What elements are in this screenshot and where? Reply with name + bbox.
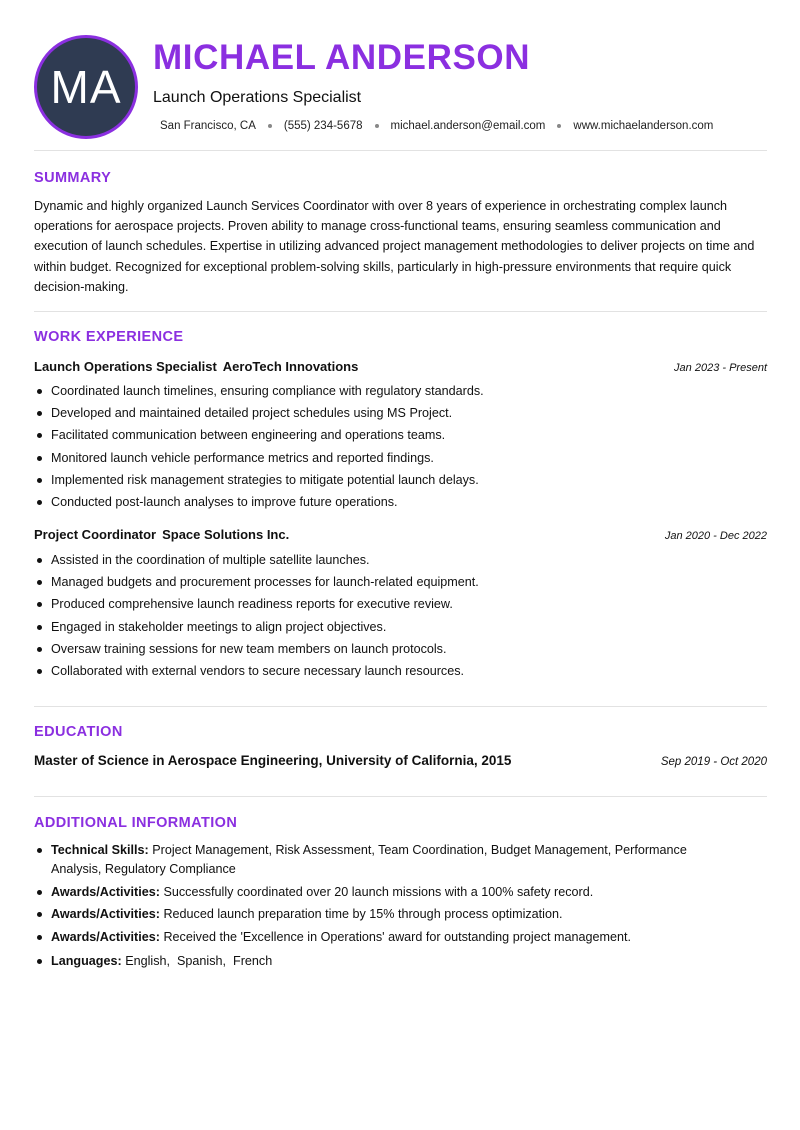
job-bullet: Collaborated with external vendors to secure necessary launch resources.: [34, 660, 767, 682]
job-role: Launch Operations Specialist: [34, 359, 217, 374]
job-bullet: Monitored launch vehicle performance metrics and reported findings.: [34, 447, 767, 469]
education-entry: [34, 753, 767, 768]
info-label: Awards/Activities:: [51, 929, 160, 944]
summary-heading: SUMMARY: [34, 170, 112, 186]
job-dates: Jan 2020 - Dec 2022: [664, 530, 767, 542]
divider: [34, 796, 767, 797]
job-bullet: Implemented risk management strategies to mitigate potential launch delays.: [34, 469, 767, 491]
info-item-languages: [34, 952, 734, 971]
divider: [34, 311, 767, 312]
job-title-company: [34, 358, 358, 376]
info-item-award: [34, 928, 734, 947]
job-bullet: Developed and maintained detailed project schedules using MS Project.: [34, 402, 767, 424]
info-item-award: [34, 883, 734, 902]
education-degree: Master of Science in Aerospace Engineering, University of California, 2015: [34, 753, 512, 768]
avatar-initials: MA: [50, 61, 122, 113]
candidate-name: MICHAEL ANDERSON: [153, 38, 531, 77]
job-bullet: Produced comprehensive launch readiness reports for executive review.: [34, 593, 767, 615]
avatar: [34, 35, 138, 139]
contact-email[interactable]: michael.anderson@email.com: [390, 120, 546, 132]
job-header: [34, 358, 767, 376]
contact-website[interactable]: www.michaelanderson.com: [573, 120, 714, 132]
info-text: Received the 'Excellence in Operations' award for outstanding project management.: [163, 929, 631, 944]
job-bullet: Coordinated launch timelines, ensuring compliance with regulatory standards.: [34, 380, 767, 402]
contact-phone: (555) 234-5678: [283, 120, 363, 132]
work-experience-heading: WORK EXPERIENCE: [34, 329, 184, 345]
contact-location: San Francisco, CA: [160, 120, 256, 132]
info-text: Reduced launch preparation time by 15% through process optimization.: [163, 907, 563, 921]
separator-dot: [268, 124, 272, 128]
education-heading: EDUCATION: [34, 724, 123, 740]
info-label: Awards/Activities:: [51, 907, 160, 921]
job-bullet: Conducted post-launch analyses to improve future operations.: [34, 491, 767, 513]
info-text: Project Management, Risk Assessment, Team Coordination, Budget Management, Performance Analysis, Regulatory Compliance: [51, 843, 687, 876]
separator-dot: [557, 124, 561, 128]
divider: [34, 150, 767, 151]
job-bullets: [34, 380, 767, 513]
job-dates: Jan 2023 - Present: [674, 362, 767, 374]
job-bullet: Oversaw training sessions for new team members on launch protocols.: [34, 638, 767, 660]
job-bullets: [34, 549, 767, 682]
job-bullet: Engaged in stakeholder meetings to align project objectives.: [34, 616, 767, 638]
job-company: AeroTech Innovations: [222, 359, 359, 374]
info-item-technical-skills: [34, 841, 734, 879]
info-label: Languages:: [51, 953, 122, 968]
divider: [34, 706, 767, 707]
candidate-title: Launch Operations Specialist: [153, 89, 362, 106]
contact-bar: [160, 120, 713, 132]
job-bullet: Facilitated communication between engineering and operations teams.: [34, 424, 767, 446]
job-bullet: Assisted in the coordination of multiple satellite launches.: [34, 549, 767, 571]
job-title-company: [34, 526, 289, 544]
additional-info-heading: ADDITIONAL INFORMATION: [34, 815, 238, 831]
job-bullet: Managed budgets and procurement processes for launch-related equipment.: [34, 571, 767, 593]
info-text: English, Spanish, French: [125, 953, 273, 968]
additional-info-list: [34, 841, 734, 974]
education-dates: Sep 2019 - Oct 2020: [660, 756, 767, 768]
info-label: Technical Skills:: [51, 843, 149, 857]
info-label: Awards/Activities:: [51, 884, 160, 899]
info-item-award: [34, 905, 734, 924]
job-role: Project Coordinator: [34, 527, 157, 542]
info-text: Successfully coordinated over 20 launch missions with a 100% safety record.: [163, 884, 594, 899]
summary-text: Dynamic and highly organized Launch Services Coordinator with over 8 years of experience in orchestrating complex launch operations for aerospace projects. Proven ability to manage cross-functional teams, ensuring seamless communication and execution of launch schedules. Expertise in utilizing advanced project management methodologies to deliver projects on time and within budget. Recognized for exceptional problem-solving skills, particularly in high-pressure environments that require quick decision-making.: [34, 199, 755, 294]
job-company: Space Solutions Inc.: [162, 527, 290, 542]
separator-dot: [375, 124, 379, 128]
job-header: [34, 526, 767, 544]
